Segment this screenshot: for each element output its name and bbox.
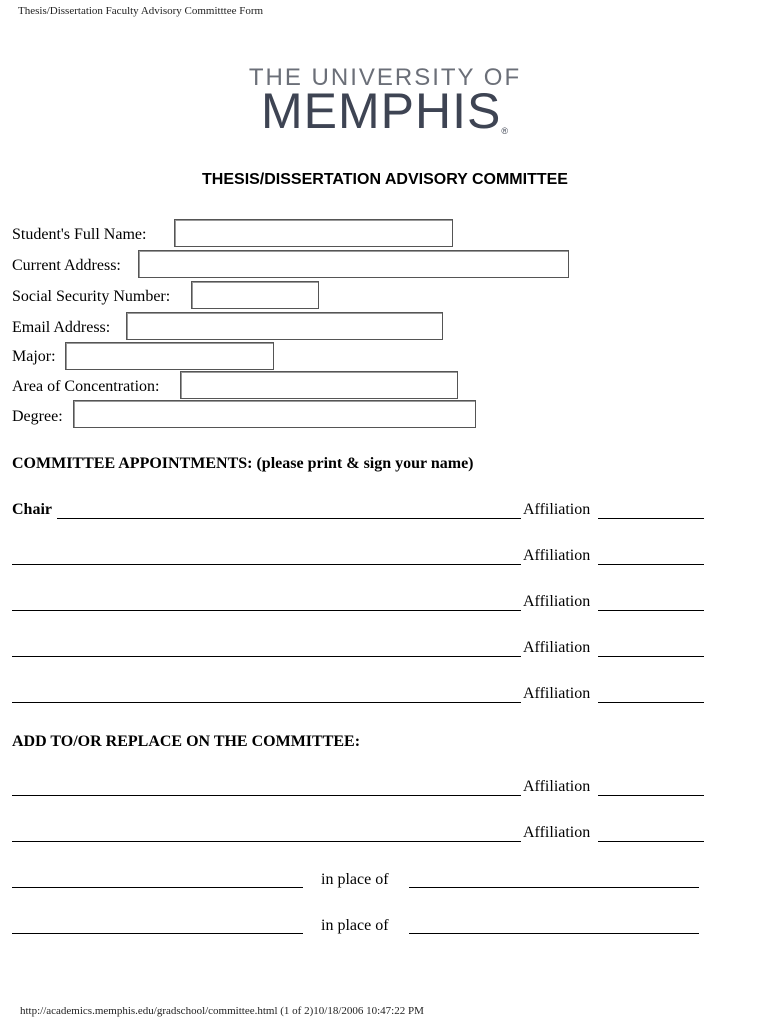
ssn-field[interactable] (191, 281, 319, 309)
add-replace-heading: ADD TO/OR REPLACE ON THE COMMITTEE: (12, 733, 361, 750)
affiliation-line[interactable] (598, 564, 704, 565)
affiliation-line[interactable] (598, 795, 704, 796)
address-field[interactable] (138, 250, 569, 278)
major-label: Major: (12, 348, 56, 365)
affiliation-label: Affiliation (523, 593, 591, 610)
university-logo-line2 (0, 83, 770, 139)
affiliation-line[interactable] (598, 518, 704, 519)
concentration-field[interactable] (180, 371, 458, 399)
in-place-of-label: in place of (321, 871, 389, 888)
affiliation-line[interactable] (598, 841, 704, 842)
affiliation-line[interactable] (598, 702, 704, 703)
affiliation-label: Affiliation (523, 639, 591, 656)
affiliation-label: Affiliation (523, 824, 591, 841)
committee-heading (12, 455, 474, 473)
added-member-signature-line[interactable] (12, 795, 521, 796)
member-signature-line[interactable] (12, 564, 521, 565)
in-place-of-label: in place of (321, 917, 389, 934)
affiliation-line[interactable] (598, 656, 704, 657)
ssn-label: Social Security Number: (12, 288, 171, 305)
member-signature-line[interactable] (12, 656, 521, 657)
added-member-signature-line[interactable] (12, 841, 521, 842)
page-header: Thesis/Dissertation Faculty Advisory Committtee Form (18, 5, 264, 17)
replaced-member-line[interactable] (409, 933, 699, 934)
affiliation-label: Affiliation (523, 547, 591, 564)
chair-signature-line[interactable] (57, 518, 521, 519)
concentration-label: Area of Concentration: (12, 378, 160, 395)
major-field[interactable] (65, 342, 274, 370)
member-signature-line[interactable] (12, 702, 521, 703)
affiliation-label: Affiliation (523, 778, 591, 795)
committee-heading-bold: COMMITTEE APPOINTMENTS: (12, 455, 253, 472)
page-footer: http://academics.memphis.edu/gradschool/committee.html (1 of 2)10/18/2006 10:47:22 PM (20, 1005, 424, 1017)
degree-field[interactable] (73, 400, 476, 428)
address-label: Current Address: (12, 257, 121, 274)
form-title: THESIS/DISSERTATION ADVISORY COMMITTEE (202, 171, 568, 188)
affiliation-line[interactable] (598, 610, 704, 611)
affiliation-label: Affiliation (523, 501, 591, 518)
degree-label: Degree: (12, 408, 63, 425)
committee-heading-note: (please print & sign your name) (256, 455, 474, 472)
registered-mark: ® (501, 126, 509, 136)
logo-wordmark: MEMPHIS (261, 83, 502, 139)
chair-label: Chair (12, 501, 52, 518)
new-member-line[interactable] (12, 933, 303, 934)
university-logo-line1: THE UNIVERSITY OF (248, 64, 522, 91)
full-name-field[interactable] (174, 219, 453, 247)
email-label: Email Address: (12, 319, 111, 336)
member-signature-line[interactable] (12, 610, 521, 611)
affiliation-label: Affiliation (523, 685, 591, 702)
full-name-label: Student's Full Name: (12, 226, 147, 243)
new-member-line[interactable] (12, 887, 303, 888)
replaced-member-line[interactable] (409, 887, 699, 888)
email-field[interactable] (126, 312, 443, 340)
